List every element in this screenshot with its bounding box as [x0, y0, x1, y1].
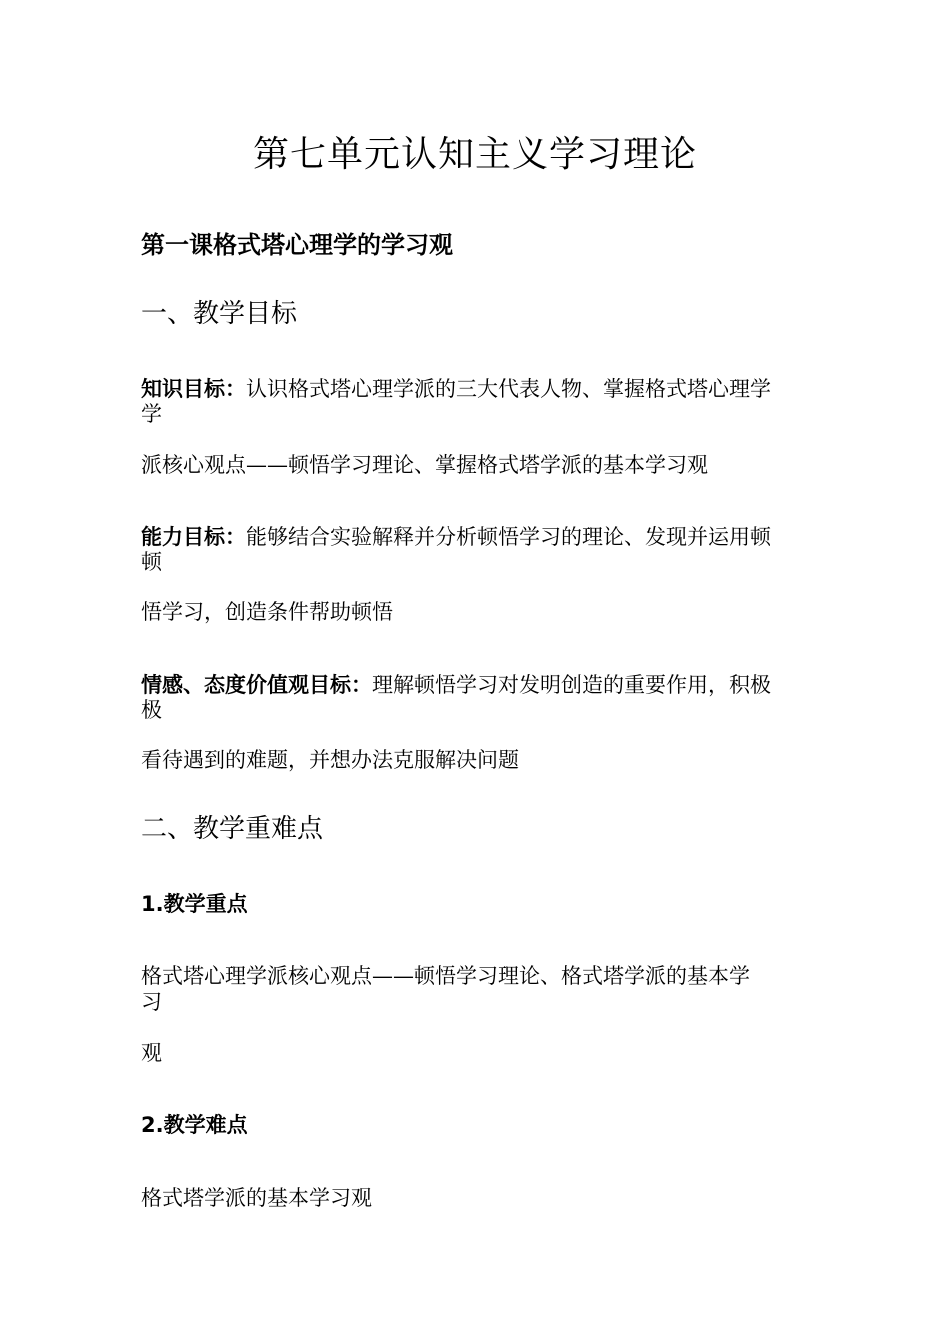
knowledge-objective-line3: 派核心观点——顿悟学习理论、掌握格式塔学派的基本学习观 — [141, 453, 708, 477]
ability-objective-label: 能力目标： — [141, 525, 246, 549]
ability-objective-text: 能够结合实验解释并分析顿悟学习的理论、发现并运用顿 — [246, 525, 771, 549]
knowledge-objective-line2: 学 — [141, 402, 162, 426]
section-heading-key-points: 二、教学重难点 — [141, 814, 324, 844]
emotion-objective-line2: 极 — [141, 698, 162, 722]
ability-objective-line3: 悟学习，创造条件帮助顿悟 — [141, 600, 393, 624]
section-heading-objectives: 一、教学目标 — [141, 299, 298, 329]
ability-objective-line2: 顿 — [141, 550, 162, 574]
teaching-focus-line2: 习 — [141, 990, 162, 1014]
knowledge-objective-label: 知识目标： — [141, 377, 246, 401]
emotion-objective-label: 情感、态度价值观目标： — [141, 673, 372, 697]
lesson-title: 第一课格式塔心理学的学习观 — [141, 231, 453, 259]
teaching-focus-line3: 观 — [141, 1041, 162, 1065]
teaching-difficulty-heading: 2.教学难点 — [141, 1113, 248, 1137]
emotion-objective-line3: 看待遇到的难题，并想办法克服解决问题 — [141, 748, 519, 772]
teaching-focus-heading: 1.教学重点 — [141, 892, 248, 916]
knowledge-objective-text: 认识格式塔心理学派的三大代表人物、掌握格式塔心理学 — [246, 377, 771, 401]
document-title: 第七单元认知主义学习理论 — [252, 134, 697, 175]
teaching-focus-line1: 格式塔心理学派核心观点——顿悟学习理论、格式塔学派的基本学 — [141, 964, 750, 988]
teaching-difficulty-line1: 格式塔学派的基本学习观 — [141, 1186, 372, 1210]
emotion-objective-text: 理解顿悟学习对发明创造的重要作用，积极 — [372, 673, 771, 697]
emotion-objective-line1 — [141, 673, 771, 697]
knowledge-objective-line1 — [141, 377, 771, 401]
ability-objective-line1 — [141, 525, 771, 549]
